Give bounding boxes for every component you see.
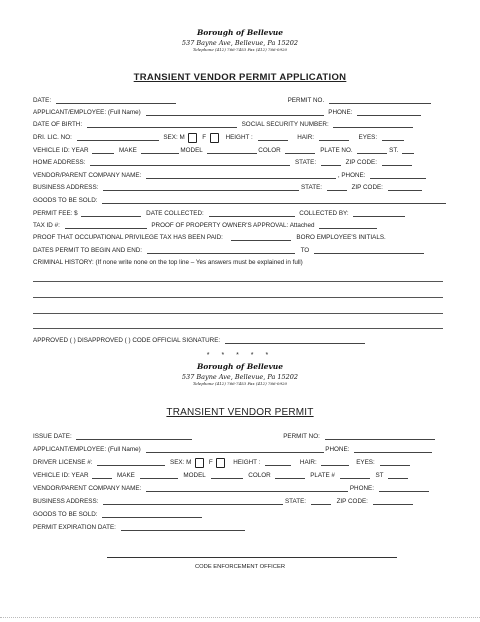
permit-height-label: HEIGHT :	[233, 459, 261, 466]
criminal-line-3[interactable]	[33, 313, 443, 314]
eyes-label: EYES:	[358, 134, 378, 141]
model-field[interactable]	[207, 146, 257, 154]
row-dob	[33, 120, 443, 130]
zip-field[interactable]	[382, 158, 412, 166]
applicant-field[interactable]	[146, 108, 324, 116]
permit-sex-female-checkbox[interactable]	[216, 458, 225, 468]
row-goods	[33, 196, 443, 206]
license-label: DRIVER LICENSE #:	[33, 459, 93, 466]
permit-phone-label: PHONE:	[325, 446, 350, 453]
occ-tax-field[interactable]	[231, 233, 291, 241]
date-label: DATE:	[33, 97, 52, 104]
letterhead	[0, 29, 480, 52]
permit-business-label: BUSINESS ADDRESS:	[33, 498, 99, 505]
dates-label: DATES PERMIT TO BEGIN AND END:	[33, 247, 143, 254]
license-field[interactable]	[97, 458, 165, 466]
make-label: MAKE	[119, 147, 137, 154]
permit-row-expiration	[33, 523, 443, 533]
ssn-label: SOCIAL SECURITY NUMBER:	[241, 121, 329, 128]
criminal-line-4[interactable]	[33, 328, 443, 329]
permit-row-business	[33, 497, 443, 507]
row-criminal	[33, 258, 443, 268]
row-home	[33, 158, 443, 168]
drl-label: DRI. LIC. NO:	[33, 134, 72, 141]
business-zip-field[interactable]	[388, 183, 422, 191]
permit-sex-label: SEX: M	[170, 459, 192, 466]
row-occ-tax	[33, 233, 443, 243]
sex-female-label: F	[202, 134, 207, 141]
st-label: ST.	[389, 147, 399, 154]
vendor-field[interactable]	[146, 171, 336, 179]
permit-title: TRANSIENT VENDOR PERMIT	[166, 407, 314, 418]
color-field[interactable]	[285, 146, 315, 154]
state-field[interactable]	[321, 158, 341, 166]
permit-color-label: COLOR	[248, 472, 271, 479]
business-zip-label: ZIP CODE:	[351, 184, 383, 191]
zip-label: ZIP CODE:	[345, 159, 377, 166]
section-divider-stars: * * * * *	[206, 352, 274, 359]
permit-vendor-phone-field[interactable]	[379, 484, 429, 492]
goods-field[interactable]	[102, 196, 446, 204]
sex-label: SEX: M	[163, 134, 185, 141]
business-label: BUSINESS ADDRESS:	[33, 184, 99, 191]
permit-eyes-field[interactable]	[380, 458, 410, 466]
row-license	[33, 133, 443, 143]
permit-goods-field[interactable]	[102, 510, 202, 518]
criminal-label: CRIMINAL HISTORY: (If none write none on the top line – Yes answers must be explained in full)	[33, 259, 303, 266]
row-date	[33, 96, 443, 106]
height-field[interactable]	[258, 133, 288, 141]
approval-label: PROOF OF PROPERTY OWNER'S APPROVAL: Attached	[151, 222, 315, 229]
model-label: MODEL	[180, 147, 203, 154]
occ-tax-label: PROOF THAT OCCUPATIONAL PRIVILEGE TAX HAS BEEN PAID:	[33, 234, 223, 241]
date-collected-field[interactable]	[209, 209, 295, 217]
permit-hair-label: HAIR:	[299, 459, 317, 466]
criminal-line-2[interactable]	[33, 297, 443, 298]
officer-signature-line[interactable]	[107, 557, 397, 558]
permit-sex-female-label: F	[208, 459, 213, 466]
permit-plate-field[interactable]	[340, 471, 370, 479]
home-field[interactable]	[90, 158, 290, 166]
org-address-2: 537 Bayne Ave, Bellevue, Pa 15202	[181, 372, 299, 381]
row-vehicle	[33, 146, 443, 156]
applicant-label: APPLICANT/EMPLOYEE: (Full Name)	[33, 109, 141, 116]
end-date-field[interactable]	[314, 246, 424, 254]
permit-model-field[interactable]	[211, 471, 243, 479]
permit-no-label: PERMIT NO.	[287, 97, 325, 104]
goods-label: GOODS TO BE SOLD:	[33, 197, 98, 204]
letterhead-2	[0, 363, 480, 386]
dob-field[interactable]	[87, 120, 237, 128]
row-fee	[33, 209, 443, 219]
eyes-field[interactable]	[382, 133, 404, 141]
vendor-phone-field[interactable]	[370, 171, 426, 179]
approval-field[interactable]	[319, 221, 377, 229]
boro-initials-label: BORO EMPLOYEE'S INITIALS.	[296, 234, 386, 241]
date-field[interactable]	[56, 96, 176, 104]
permit-plate-label: PLATE #	[310, 472, 335, 479]
home-label: HOME ADDRESS:	[33, 159, 86, 166]
state-label: STATE:	[294, 159, 317, 166]
sex-female-checkbox[interactable]	[210, 133, 219, 143]
permit-zip-field[interactable]	[373, 497, 413, 505]
issue-date-field[interactable]	[76, 432, 192, 440]
drl-field[interactable]	[77, 133, 159, 141]
row-approval	[33, 336, 443, 346]
permit-row-issue	[33, 432, 443, 442]
expiration-label: PERMIT EXPIRATION DATE:	[33, 524, 116, 531]
permit-vendor-label: VENDOR/PARENT COMPANY NAME:	[33, 485, 142, 492]
permit-no-field[interactable]	[329, 96, 431, 104]
permit-make-field[interactable]	[140, 471, 178, 479]
dob-label: DATE OF BIRTH:	[33, 121, 83, 128]
tax-field[interactable]	[65, 221, 147, 229]
permit-make-label: MAKE	[117, 472, 135, 479]
year-field[interactable]	[92, 146, 114, 154]
row-tax	[33, 221, 443, 231]
org-phone-2: Telephone (412) 766-7453 Fax (412) 766-0920	[192, 381, 288, 386]
collected-by-label: COLLECTED BY:	[299, 210, 349, 217]
permit-applicant-field[interactable]	[146, 445, 324, 453]
permit-eyes-label: EYES:	[356, 459, 375, 466]
row-vendor	[33, 171, 443, 181]
phone-field[interactable]	[357, 108, 421, 116]
permit-vendor-phone-label: PHONE:	[349, 485, 375, 492]
org-phone: Telephone (412) 766-7453 Fax (412) 766-0920	[192, 47, 288, 52]
permit-state-field[interactable]	[311, 497, 331, 505]
date-collected-label: DATE COLLECTED:	[146, 210, 204, 217]
hair-label: HAIR:	[297, 134, 315, 141]
org-name: Borough of Bellevue	[196, 28, 284, 37]
permit-goods-label: GOODS TO BE SOLD:	[33, 511, 98, 518]
permit-color-field[interactable]	[275, 471, 305, 479]
business-field[interactable]	[103, 183, 299, 191]
org-name-2: Borough of Bellevue	[196, 362, 284, 371]
vendor-label: VENDOR/PARENT COMPANY NAME:	[33, 172, 142, 179]
fee-label: PERMIT FEE: $	[33, 210, 78, 217]
permit-model-label: MODEL	[183, 472, 206, 479]
color-label: COLOR	[258, 147, 281, 154]
business-state-field[interactable]	[327, 183, 347, 191]
st-field[interactable]	[402, 146, 414, 154]
permit-year-field[interactable]	[92, 471, 112, 479]
org-address: 537 Bayne Ave, Bellevue, Pa 15202	[181, 38, 299, 47]
permit-vendor-field[interactable]	[146, 484, 348, 492]
issue-date-label: ISSUE DATE:	[33, 433, 72, 440]
officer-caption: CODE ENFORCEMENT OFFICER	[194, 564, 286, 570]
permit-no-field-2[interactable]	[325, 432, 435, 440]
row-applicant	[33, 108, 443, 118]
tax-label: TAX ID #:	[33, 222, 60, 229]
application-title: TRANSIENT VENDOR PERMIT APPLICATION	[133, 72, 347, 83]
permit-row-vendor	[33, 484, 443, 494]
vendor-phone-label: , PHONE:	[337, 172, 366, 179]
permit-state-label: STATE:	[284, 498, 307, 505]
hair-field[interactable]	[319, 133, 349, 141]
page-edge-dotted	[0, 617, 480, 618]
ssn-field[interactable]	[333, 120, 413, 128]
permit-hair-field[interactable]	[321, 458, 349, 466]
phone-label: PHONE:	[328, 109, 353, 116]
permit-phone-field[interactable]	[354, 445, 432, 453]
permit-zip-label: ZIP CODE:	[336, 498, 368, 505]
to-label: TO	[300, 247, 310, 254]
plate-field[interactable]	[357, 146, 387, 154]
height-label: HEIGHT :	[225, 134, 253, 141]
collected-by-field[interactable]	[353, 209, 405, 217]
vehicle-label: VEHICLE ID: YEAR	[33, 147, 89, 154]
permit-row-license	[33, 458, 443, 468]
permit-row-vehicle	[33, 471, 443, 481]
business-state-label: STATE:	[300, 184, 323, 191]
permit-vehicle-label: VEHICLE ID: YEAR	[33, 472, 89, 479]
permit-st-field[interactable]	[388, 471, 408, 479]
row-dates	[33, 246, 443, 256]
permit-row-goods	[33, 510, 443, 520]
permit-no-label-2: PERMIT NO:	[283, 433, 320, 440]
permit-sex-male-checkbox[interactable]	[195, 458, 204, 468]
approval-status-label: APPROVED ( ) DISAPPROVED ( ) CODE OFFICIAL SIGNATURE:	[33, 337, 221, 344]
plate-label: PLATE NO.	[320, 147, 353, 154]
code-official-signature-field[interactable]	[225, 336, 365, 344]
begin-date-field[interactable]	[147, 246, 295, 254]
permit-height-field[interactable]	[265, 458, 291, 466]
sex-male-checkbox[interactable]	[188, 133, 197, 143]
permit-st-label: ST	[375, 472, 384, 479]
permit-business-field[interactable]	[103, 497, 283, 505]
criminal-line-1[interactable]	[33, 281, 443, 282]
row-business	[33, 183, 443, 193]
fee-field[interactable]	[81, 209, 141, 217]
permit-row-applicant	[33, 445, 443, 455]
expiration-field[interactable]	[121, 523, 245, 531]
permit-applicant-label: APPLICANT/EMPLOYEE: (Full Name)	[33, 446, 141, 453]
make-field[interactable]	[141, 146, 179, 154]
